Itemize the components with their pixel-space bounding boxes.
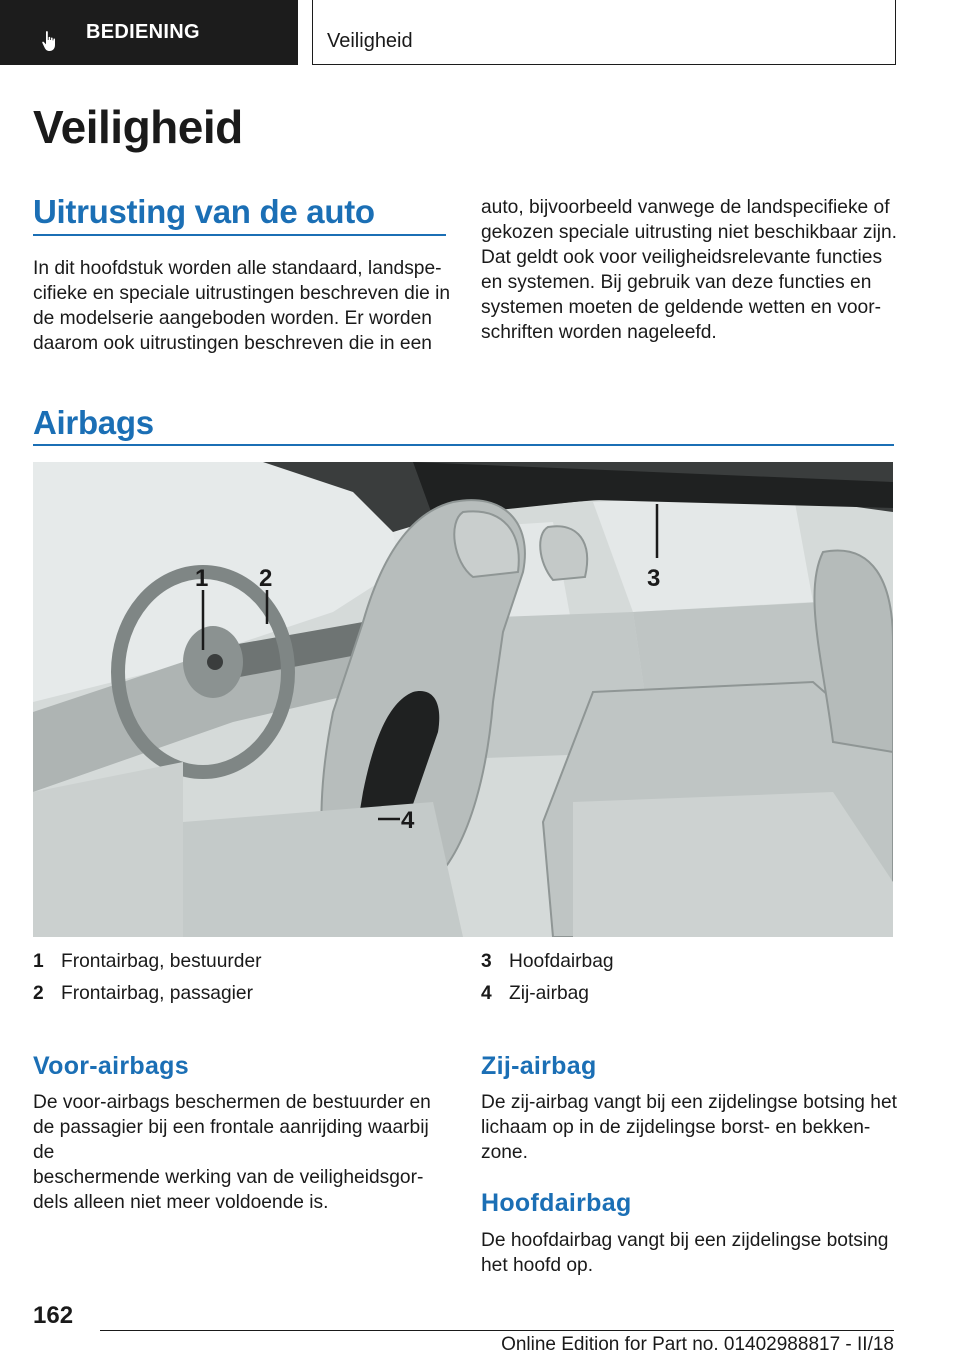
legend-label: Hoofdairbag [509,951,614,972]
page-label: Veiligheid [327,30,413,52]
text-line: zone. [481,1142,528,1163]
legend-item [481,946,614,978]
text-line: De hoofdairbag vangt bij een zijdelingse botsing [481,1230,889,1251]
airbags-heading: Airbags [33,404,154,441]
airbags-illustration [33,462,893,937]
callout-2: 2 [259,565,273,592]
text-line: lichaam op in de zijdelingse borst- en bekken- [481,1117,871,1138]
text-line: De zij-airbag vangt bij een zijdelingse botsing het [481,1092,897,1113]
footer-rule [100,1330,894,1331]
page-title: Veiligheid [33,101,243,153]
legend-label: Zij-airbag [509,983,589,1004]
equipment-heading-rule [33,234,446,236]
text-line: daarom ook uitrustingen beschreven die in een [33,333,432,354]
callout-1: 1 [195,565,209,592]
text-line: schriften worden nageleefd. [481,322,717,343]
airbags-legend-right [481,946,614,1010]
legend-number: 3 [481,951,492,972]
text-line: De voor-airbags beschermen de bestuurder en [33,1092,431,1113]
legend-label: Frontairbag, passagier [61,983,253,1004]
front-airbags-heading: Voor-airbags [33,1052,189,1080]
car-interior-drawing [33,462,893,937]
head-airbag-heading: Hoofdairbag [481,1189,632,1217]
text-line: Dat geldt ook voor veiligheidsrelevante functies [481,247,883,268]
text-line: gekozen speciale uitrusting niet beschikbaar zijn. [481,222,897,243]
front-airbags-text [33,1090,453,1215]
page-number: 162 [33,1302,74,1329]
section-tab[interactable] [0,0,298,65]
equipment-text-left [33,256,453,356]
legend-label: Frontairbag, bestuurder [61,951,262,972]
hand-pointer-icon [40,29,64,53]
side-airbag-text [481,1090,901,1165]
header-bar [0,0,960,66]
equipment-heading: Uitrusting van de auto [33,193,375,230]
section-label: BEDIENING [86,21,200,43]
side-airbag-heading: Zij-airbag [481,1052,597,1080]
edition-text: Online Edition for Part no. 01402988817 - II/18 [501,1334,894,1355]
callout-3: 3 [647,565,661,592]
text-line: In dit hoofdstuk worden alle standaard, landspe- [33,258,442,279]
callout-4: 4 [401,807,415,834]
text-line: de modelserie aangeboden worden. Er worden [33,308,432,329]
legend-number: 1 [33,951,44,972]
text-line: dels alleen niet meer voldoende is. [33,1192,329,1213]
legend-item [481,978,614,1010]
text-line: cifieke en speciale uitrustingen beschreven die in [33,283,451,304]
head-airbag-text [481,1228,901,1278]
legend-number: 2 [33,983,44,1004]
legend-item [33,978,262,1010]
text-line: beschermende werking van de veiligheidsgor- [33,1167,424,1188]
equipment-text-right [481,195,901,345]
text-line: en systemen. Bij gebruik van deze functies en [481,272,872,293]
airbags-legend-left [33,946,262,1010]
text-line: systemen moeten de geldende wetten en voor- [481,297,881,318]
text-line: auto, bijvoorbeeld vanwege de landspecifieke of [481,197,890,218]
text-line: het hoofd op. [481,1255,594,1276]
airbags-heading-rule [33,444,894,446]
legend-item [33,946,262,978]
page-tab [312,0,896,65]
text-line: de passagier bij een frontale aanrijding waarbij de [33,1117,429,1163]
legend-number: 4 [481,983,492,1004]
